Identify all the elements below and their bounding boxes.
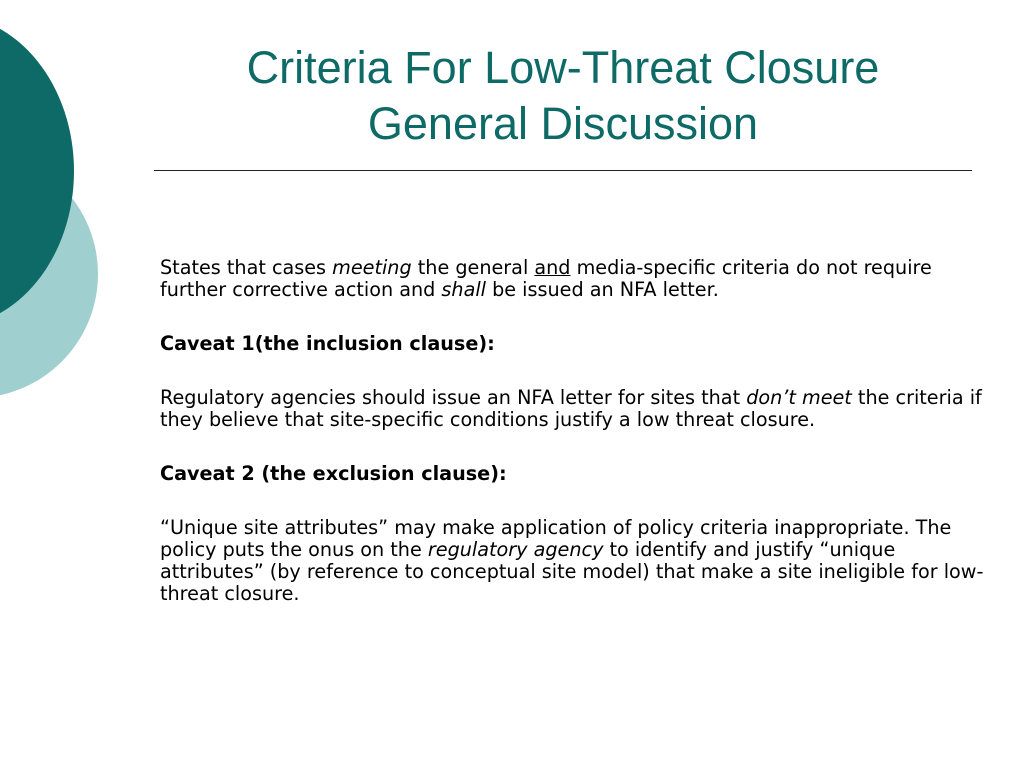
- text-segment: “Unique site attributes” may make application of policy criteria inappropriate. The policy puts the onus on the: [160, 516, 952, 561]
- title-line-2: General Discussion: [367, 98, 759, 149]
- text-segment: be issued an NFA letter.: [486, 278, 719, 301]
- slide-title: [154, 40, 972, 152]
- text-segment: Regulatory agencies should issue an NFA letter for sites that: [160, 386, 747, 409]
- caveat-1-heading: Caveat 1(the inclusion clause):: [160, 332, 495, 355]
- italic-shall: shall: [441, 278, 486, 301]
- italic-dont-meet: don’t meet: [746, 386, 852, 409]
- title-divider: [154, 170, 972, 171]
- paragraph-regulatory: [160, 387, 990, 431]
- text-segment: to identify and justify “unique attributes” (by reference to conceptual site model) that make a site ineligible for low-threat closure.: [160, 538, 984, 605]
- text-segment: States that cases: [160, 256, 333, 279]
- text-segment: media-specific criteria do not require further corrective action and: [160, 256, 932, 301]
- title-line-1: Criteria For Low-Threat Closure: [246, 42, 880, 93]
- italic-regulatory-agency: regulatory agency: [427, 538, 604, 561]
- underlined-and: and: [534, 256, 571, 279]
- text-segment: the general: [411, 256, 535, 279]
- paragraph-states: [160, 257, 990, 301]
- slide-body: [160, 257, 990, 637]
- paragraph-unique-attributes: [160, 517, 990, 605]
- italic-meeting: meeting: [332, 256, 412, 279]
- caveat-2-heading: Caveat 2 (the exclusion clause):: [160, 462, 507, 485]
- text-segment: the criteria if they believe that site-specific conditions justify a low threat closure.: [160, 386, 982, 431]
